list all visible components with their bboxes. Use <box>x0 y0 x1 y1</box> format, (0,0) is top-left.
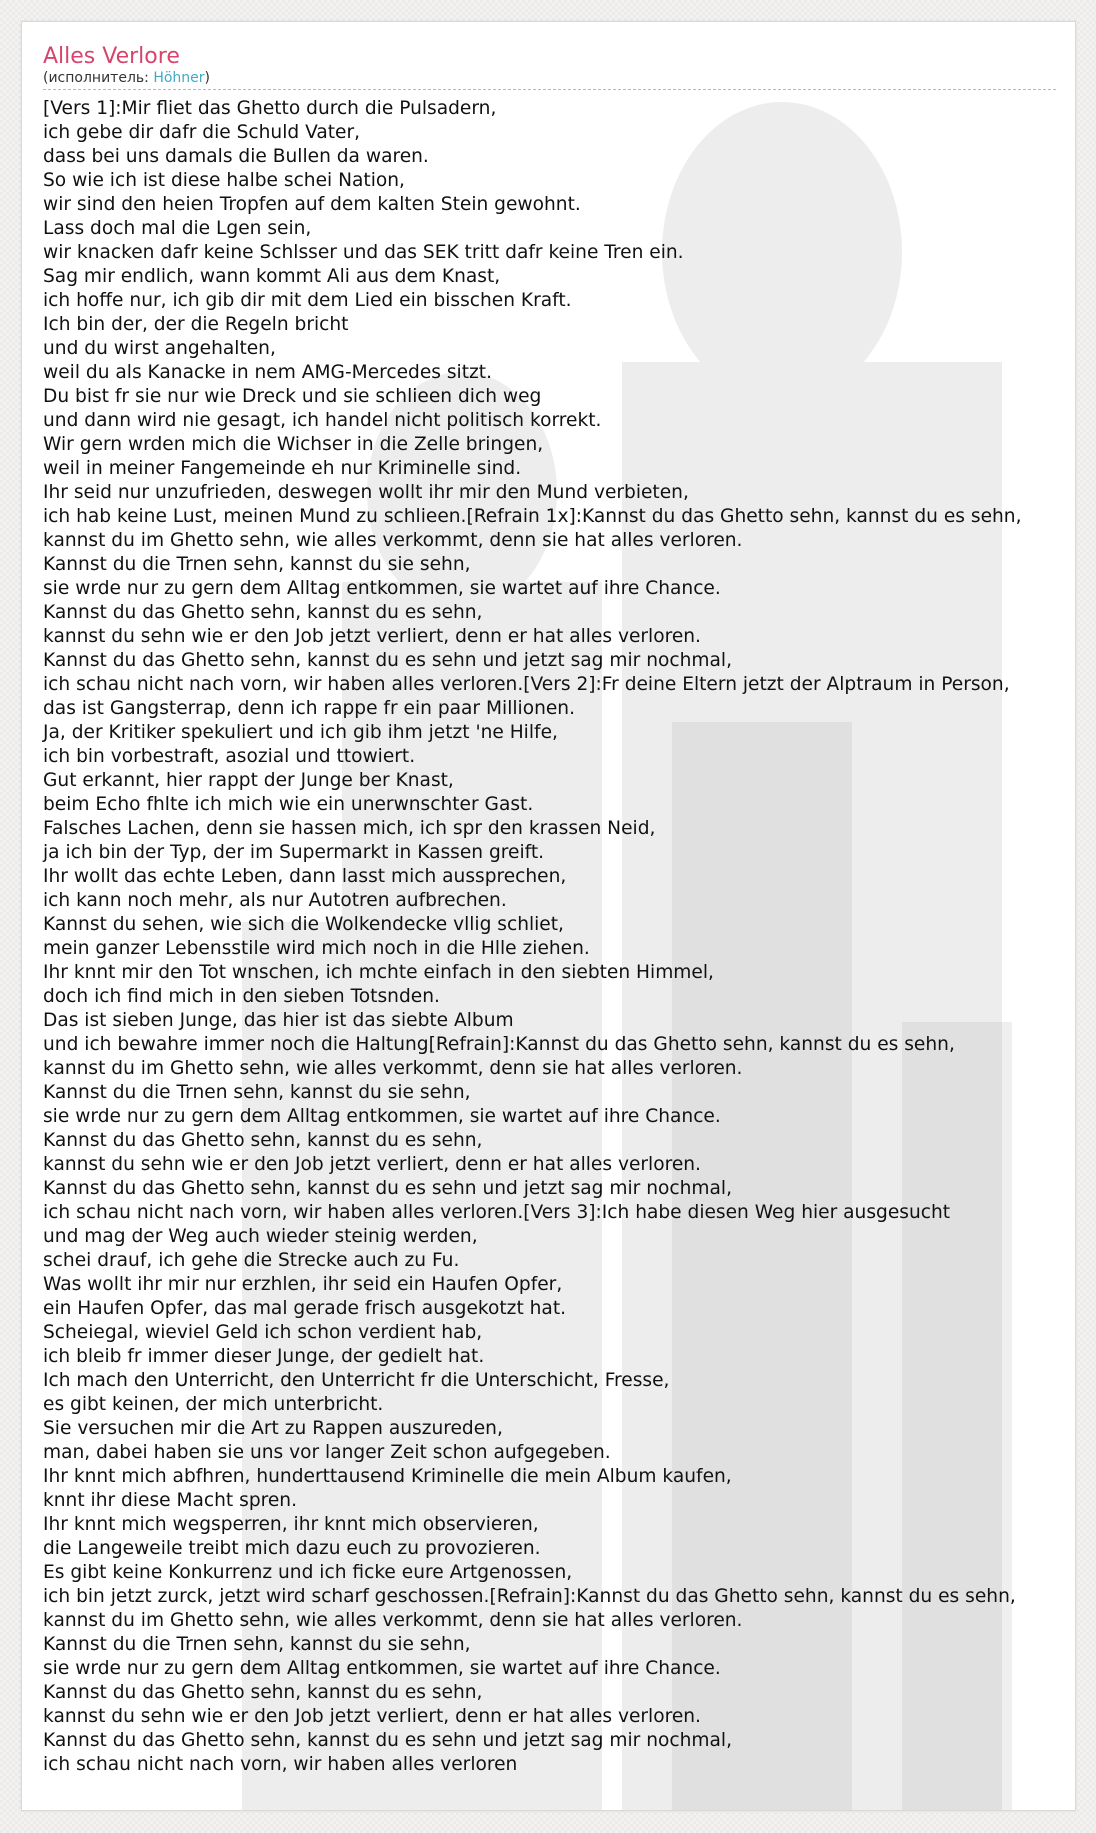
lyric-line: Lass doch mal die Lgen sein, <box>43 218 312 239</box>
lyric-line: Ihr knnt mir den Tot wnschen, ich mchte einfach in den siebten Himmel, <box>43 962 714 983</box>
artist-prefix: (исполнитель: <box>43 70 154 86</box>
lyric-line: ich hab keine Lust, meinen Mund zu schlieen.[Refrain 1x]:Kannst du das Ghetto sehn, kannst du es sehn, <box>43 506 1022 527</box>
lyric-line: die Langeweile treibt mich dazu euch zu provozieren. <box>43 1538 541 1559</box>
song-title: Alles Verlore <box>43 44 180 69</box>
lyric-line: sie wrde nur zu gern dem Alltag entkommen, sie wartet auf ihre Chance. <box>43 1106 721 1127</box>
lyric-line: ich bin vorbestraft, asozial und ttowiert. <box>43 746 416 767</box>
lyric-line: Ja, der Kritiker spekuliert und ich gib ihm jetzt 'ne Hilfe, <box>43 722 558 743</box>
lyric-line: kannst du sehn wie er den Job jetzt verliert, denn er hat alles verloren. <box>43 1154 701 1175</box>
artist-link[interactable]: Höhner <box>153 70 205 86</box>
lyric-line: Du bist fr sie nur wie Dreck und sie schlieen dich weg <box>43 386 542 407</box>
lyric-line: Falsches Lachen, denn sie hassen mich, ich spr den krassen Neid, <box>43 818 656 839</box>
lyric-line: Gut erkannt, hier rappt der Junge ber Knast, <box>43 770 454 791</box>
artist-suffix: ) <box>204 70 210 86</box>
lyric-line: ich gebe dir dafr die Schuld Vater, <box>43 122 361 143</box>
lyric-line: Ihr wollt das echte Leben, dann lasst mich aussprechen, <box>43 866 567 887</box>
lyric-line: Kannst du das Ghetto sehn, kannst du es sehn und jetzt sag mir nochmal, <box>43 1730 732 1751</box>
lyric-line: wir knacken dafr keine Schlsser und das SEK tritt dafr keine Tren ein. <box>43 242 684 263</box>
lyric-line: und mag der Weg auch wieder steinig werden, <box>43 1226 478 1247</box>
lyric-line: Kannst du das Ghetto sehn, kannst du es sehn, <box>43 1130 483 1151</box>
lyric-line: wir sind den heien Tropfen auf dem kalten Stein gewohnt. <box>43 194 581 215</box>
lyric-line: ich bin jetzt zurck, jetzt wird scharf geschossen.[Refrain]:Kannst du das Ghetto sehn, kannst du es sehn, <box>43 1586 1016 1607</box>
lyric-line: Ich mach den Unterricht, den Unterricht fr die Unterschicht, Fresse, <box>43 1370 670 1391</box>
lyric-line: Es gibt keine Konkurrenz und ich ficke eure Artgenossen, <box>43 1562 573 1583</box>
lyric-line: [Vers 1]:Mir fliet das Ghetto durch die Pulsadern, <box>43 98 497 119</box>
lyric-line: sie wrde nur zu gern dem Alltag entkommen, sie wartet auf ihre Chance. <box>43 578 721 599</box>
lyric-line: ich schau nicht nach vorn, wir haben alles verloren.[Vers 3]:Ich habe diesen Weg hier ausgesucht <box>43 1202 951 1223</box>
lyric-line: Kannst du die Trnen sehn, kannst du sie sehn, <box>43 1634 471 1655</box>
lyric-line: kannst du im Ghetto sehn, wie alles verkommt, denn sie hat alles verloren. <box>43 530 743 551</box>
lyric-line: und dann wird nie gesagt, ich handel nicht politisch korrekt. <box>43 410 602 431</box>
lyric-line: dass bei uns damals die Bullen da waren. <box>43 146 429 167</box>
lyric-line: kannst du sehn wie er den Job jetzt verliert, denn er hat alles verloren. <box>43 626 701 647</box>
lyric-line: ich schau nicht nach vorn, wir haben alles verloren.[Vers 2]:Fr deine Eltern jetzt der Alptraum in Person, <box>43 674 1010 695</box>
lyric-line: ich kann noch mehr, als nur Autotren aufbrechen. <box>43 890 507 911</box>
lyric-line: kannst du im Ghetto sehn, wie alles verkommt, denn sie hat alles verloren. <box>43 1610 743 1631</box>
lyric-line: ja ich bin der Typ, der im Supermarkt in Kassen greift. <box>43 842 545 863</box>
lyric-line: kannst du im Ghetto sehn, wie alles verkommt, denn sie hat alles verloren. <box>43 1058 743 1079</box>
lyric-line: Sag mir endlich, wann kommt Ali aus dem Knast, <box>43 266 501 287</box>
lyric-line: es gibt keinen, der mich unterbricht. <box>43 1394 384 1415</box>
lyric-line: ich hoffe nur, ich gib dir mit dem Lied ein bisschen Kraft. <box>43 290 572 311</box>
lyric-line: Wir gern wrden mich die Wichser in die Zelle bringen, <box>43 434 544 455</box>
lyric-line: Kannst du sehen, wie sich die Wolkendecke vllig schliet, <box>43 914 564 935</box>
lyric-line: Kannst du das Ghetto sehn, kannst du es sehn und jetzt sag mir nochmal, <box>43 650 732 671</box>
lyric-line: ich bleib fr immer dieser Junge, der gedielt hat. <box>43 1346 485 1367</box>
lyric-line: Ihr knnt mich wegsperren, ihr knnt mich observieren, <box>43 1514 539 1535</box>
artist-line <box>43 70 1075 87</box>
lyric-line: sie wrde nur zu gern dem Alltag entkommen, sie wartet auf ihre Chance. <box>43 1658 721 1679</box>
content-area <box>22 22 1075 1777</box>
lyric-line: Ich bin der, der die Regeln bricht <box>43 314 349 335</box>
lyric-line: Ihr seid nur unzufrieden, deswegen wollt ihr mir den Mund verbieten, <box>43 482 689 503</box>
lyric-line: Kannst du die Trnen sehn, kannst du sie sehn, <box>43 554 471 575</box>
lyric-line: knnt ihr diese Macht spren. <box>43 1490 297 1511</box>
lyric-line: man, dabei haben sie uns vor langer Zeit schon aufgegeben. <box>43 1442 611 1463</box>
lyric-line: und ich bewahre immer noch die Haltung[Refrain]:Kannst du das Ghetto sehn, kannst du es sehn, <box>43 1034 955 1055</box>
lyrics-text <box>43 97 1075 1777</box>
lyric-line: kannst du sehn wie er den Job jetzt verliert, denn er hat alles verloren. <box>43 1706 701 1727</box>
lyric-line: Ihr knnt mich abfhren, hunderttausend Kriminelle die mein Album kaufen, <box>43 1466 732 1487</box>
lyric-line: mein ganzer Lebensstile wird mich noch in die Hlle ziehen. <box>43 938 590 959</box>
lyric-line: Kannst du das Ghetto sehn, kannst du es sehn, <box>43 1682 483 1703</box>
lyric-line: Was wollt ihr mir nur erzhlen, ihr seid ein Haufen Opfer, <box>43 1274 563 1295</box>
lyric-line: weil du als Kanacke in nem AMG-Mercedes sitzt. <box>43 362 492 383</box>
lyric-line: Kannst du das Ghetto sehn, kannst du es sehn, <box>43 602 483 623</box>
lyric-line: beim Echo fhlte ich mich wie ein unerwnschter Gast. <box>43 794 534 815</box>
lyric-line: ein Haufen Opfer, das mal gerade frisch ausgekotzt hat. <box>43 1298 567 1319</box>
lyric-line: ich schau nicht nach vorn, wir haben alles verloren <box>43 1754 518 1775</box>
lyric-line: Scheiegal, wieviel Geld ich schon verdient hab, <box>43 1322 483 1343</box>
lyric-line: So wie ich ist diese halbe schei Nation, <box>43 170 405 191</box>
lyrics-card <box>21 21 1076 1811</box>
title-divider <box>43 89 1056 90</box>
lyric-line: Sie versuchen mir die Art zu Rappen auszureden, <box>43 1418 503 1439</box>
lyric-line: Das ist sieben Junge, das hier ist das siebte Album <box>43 1010 514 1031</box>
lyric-line: Kannst du die Trnen sehn, kannst du sie sehn, <box>43 1082 471 1103</box>
lyric-line: und du wirst angehalten, <box>43 338 276 359</box>
lyric-line: das ist Gangsterrap, denn ich rappe fr ein paar Millionen. <box>43 698 575 719</box>
lyric-line: schei drauf, ich gehe die Strecke auch zu Fu. <box>43 1250 460 1271</box>
lyric-line: weil in meiner Fangemeinde eh nur Kriminelle sind. <box>43 458 522 479</box>
lyric-line: doch ich find mich in den sieben Totsnden. <box>43 986 440 1007</box>
lyric-line: Kannst du das Ghetto sehn, kannst du es sehn und jetzt sag mir nochmal, <box>43 1178 732 1199</box>
